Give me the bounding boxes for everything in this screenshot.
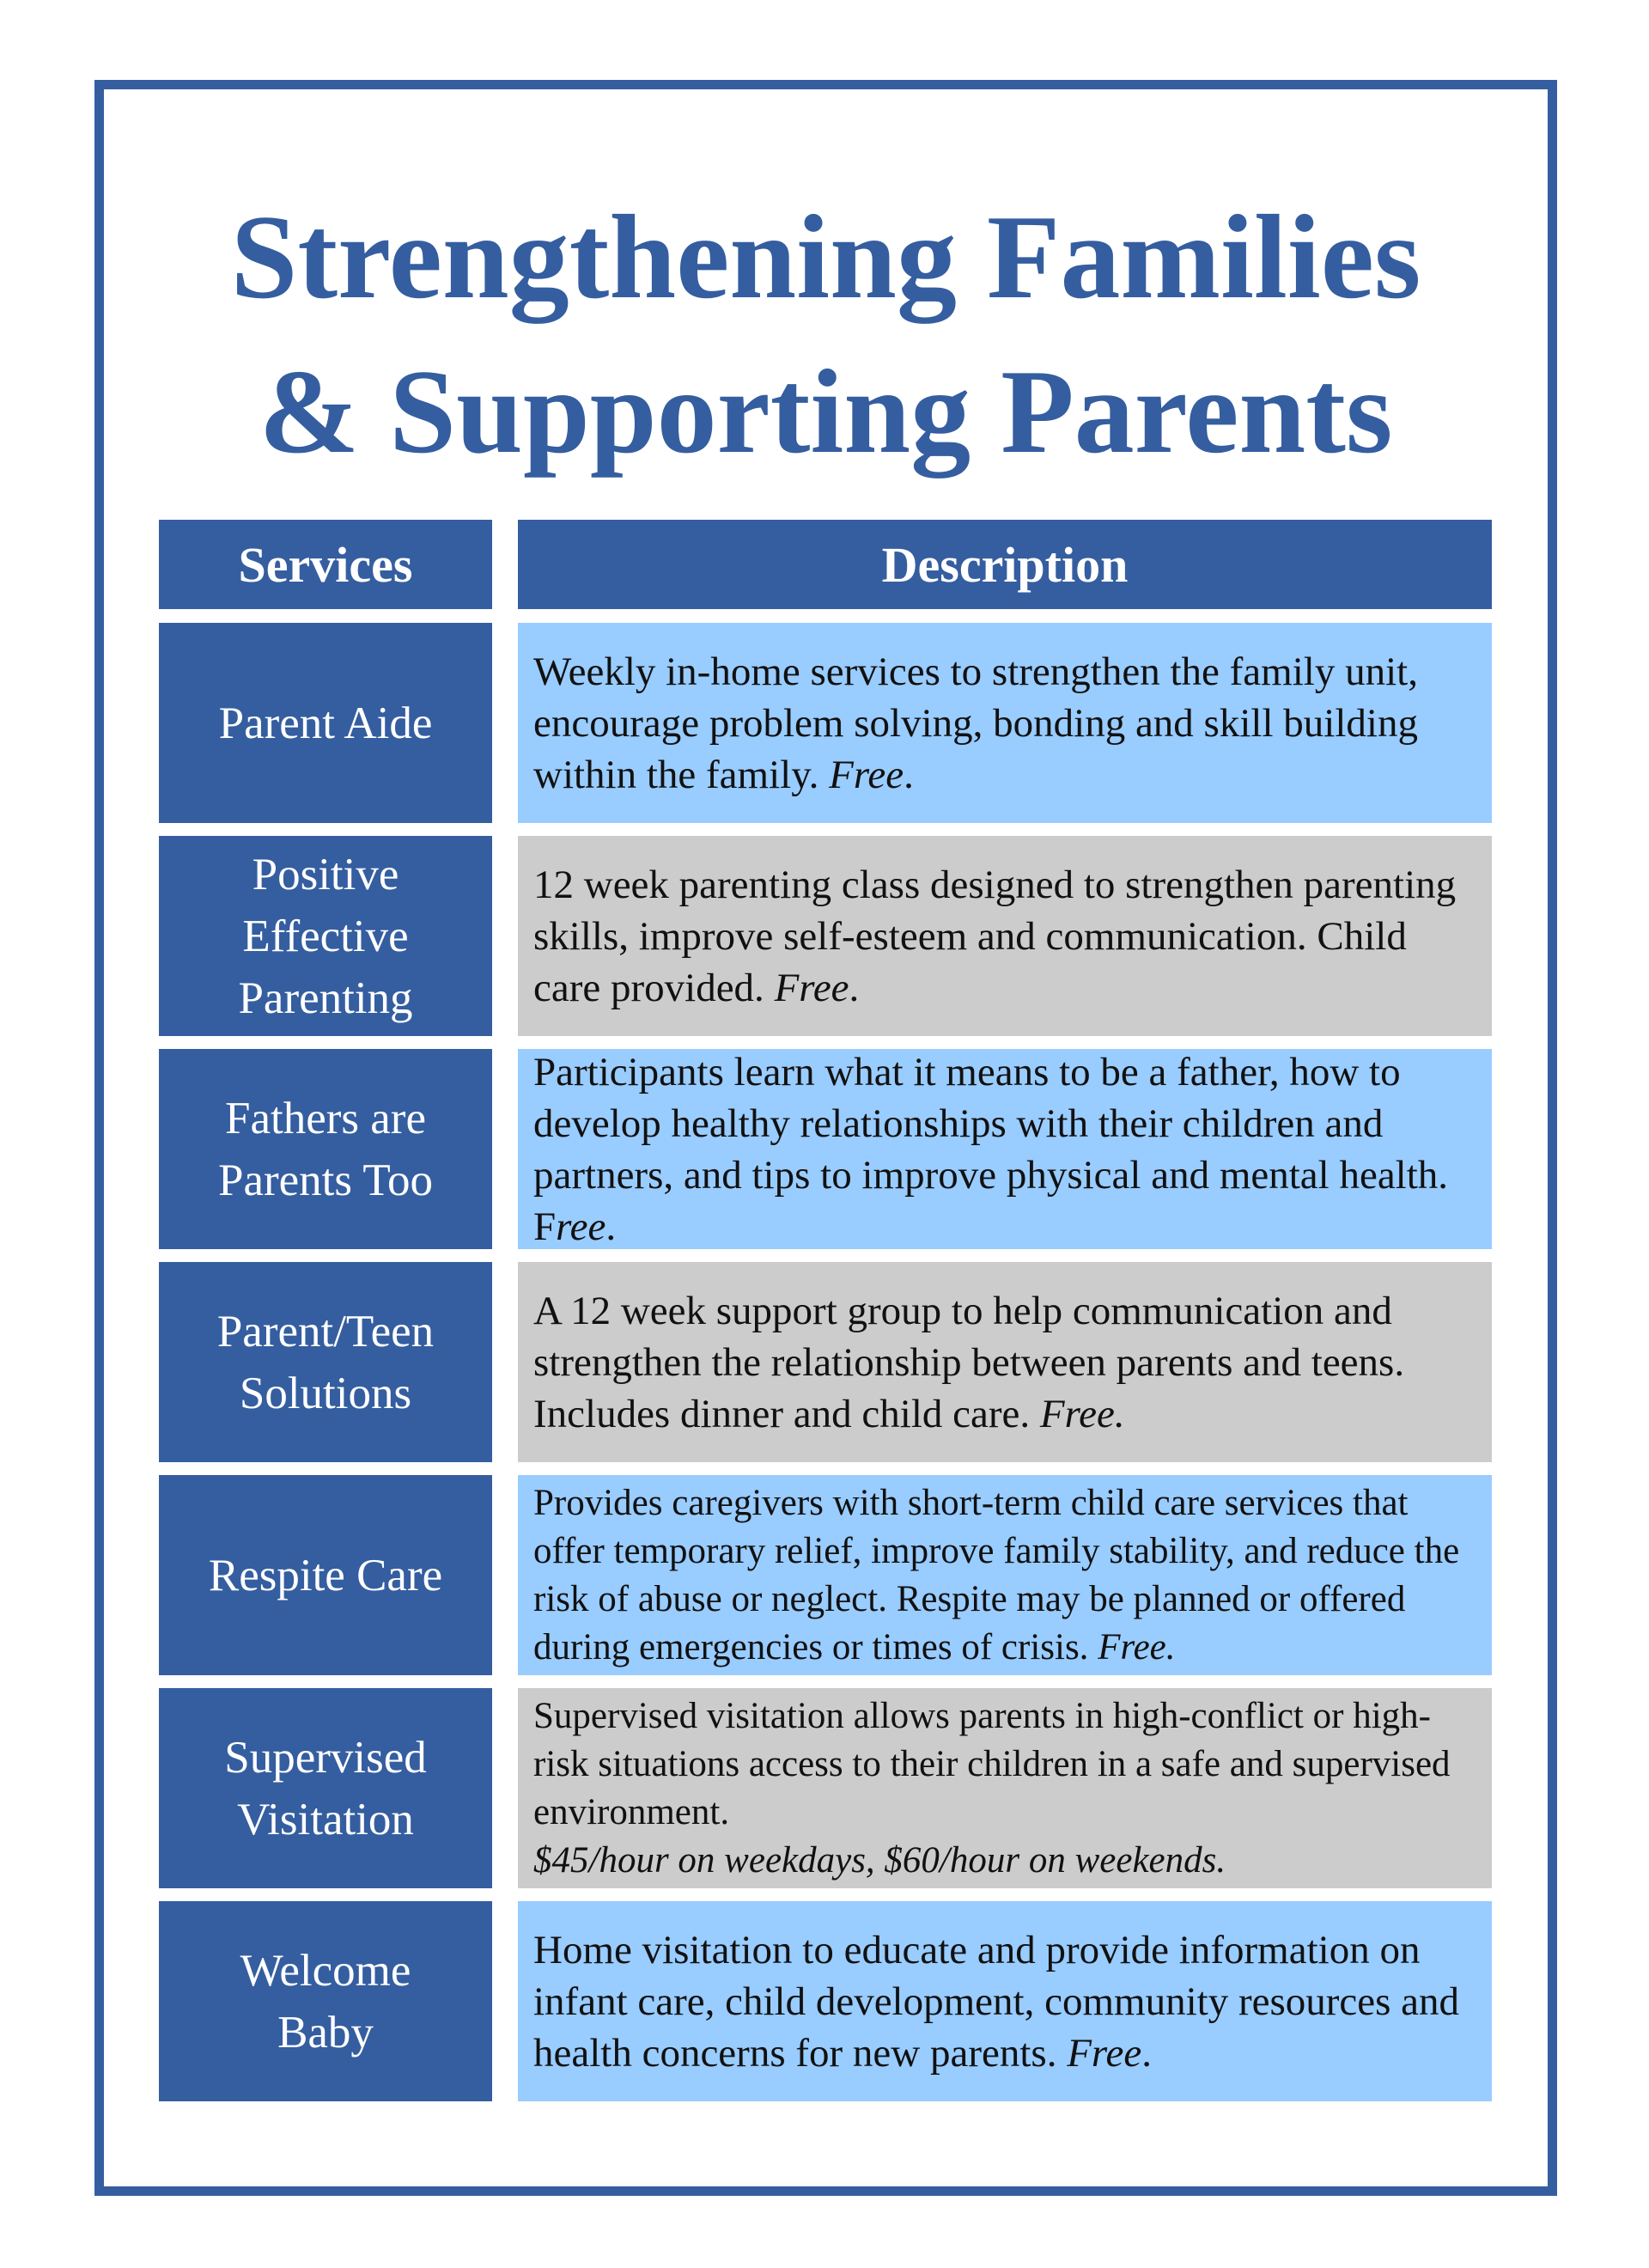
description-text: A 12 week support group to help communication and strengthen the relationship between parents and teens. Includes dinner and child care.	[533, 1288, 1405, 1436]
service-name: Welcome Baby	[159, 1901, 492, 2101]
description-column-header: Description	[518, 520, 1492, 609]
service-description	[518, 1688, 1492, 1888]
price-note: Free.	[1039, 1391, 1125, 1436]
page-title	[94, 180, 1557, 490]
price-note: Free	[1067, 2030, 1142, 2076]
description-text: 12 week parenting class designed to strengthen parenting skills, improve self-esteem and communication. Child care provided.	[533, 862, 1457, 1010]
table-row	[0, 1901, 1649, 2101]
service-name: Parent/Teen Solutions	[159, 1262, 492, 1462]
services-column-header: Services	[159, 520, 492, 609]
title-line-1: Strengthening Families	[230, 191, 1421, 324]
description-text: Supervised visitation allows parents in high-conflict or high-risk situations access to their children in a safe and supervised environment.	[533, 1695, 1451, 1832]
description-text: Home visitation to educate and provide information on infant care, child development, community resources and health concerns for new parents.	[533, 1927, 1460, 2076]
price-note: Free	[829, 752, 904, 797]
price-note: ree	[556, 1204, 606, 1249]
note-suffix: .	[1141, 2030, 1152, 2076]
service-description	[518, 1262, 1492, 1462]
table-row	[0, 1688, 1649, 1888]
service-description	[518, 1901, 1492, 2101]
note-suffix: .	[849, 965, 860, 1010]
service-name: Supervised Visitation	[159, 1688, 492, 1888]
table-row	[0, 1049, 1649, 1249]
note-suffix: .	[605, 1204, 617, 1249]
table-row	[0, 623, 1649, 823]
table-row	[0, 1475, 1649, 1675]
price-note: Free.	[1098, 1626, 1176, 1667]
service-name: Fathers are Parents Too	[159, 1049, 492, 1249]
service-description	[518, 836, 1492, 1036]
note-suffix: .	[904, 752, 914, 797]
service-name: Parent Aide	[159, 623, 492, 823]
description-text: Provides caregivers with short-term child care services that offer temporary relief, improve family stability, and reduce the risk of abuse or neglect. Respite may be planned or offered during emergencies or times of crisis.	[533, 1482, 1460, 1667]
price-note: Free	[774, 965, 849, 1010]
price-note: $45/hour on weekdays, $60/hour on weekends.	[533, 1839, 1226, 1881]
description-text: Participants learn what it means to be a father, how to develop healthy relationships with their children and partners, and tips to improve physical and mental health. F	[533, 1049, 1449, 1249]
description-text: Weekly in-home services to strengthen the family unit, encourage problem solving, bonding and skill building within the family.	[533, 649, 1418, 797]
table-row	[0, 1262, 1649, 1462]
service-name: Positive Effective Parenting	[159, 836, 492, 1036]
service-description	[518, 1049, 1492, 1249]
title-line-2: & Supporting Parents	[259, 345, 1393, 479]
service-description	[518, 1475, 1492, 1675]
service-name: Respite Care	[159, 1475, 492, 1675]
service-description	[518, 623, 1492, 823]
table-row	[0, 836, 1649, 1036]
